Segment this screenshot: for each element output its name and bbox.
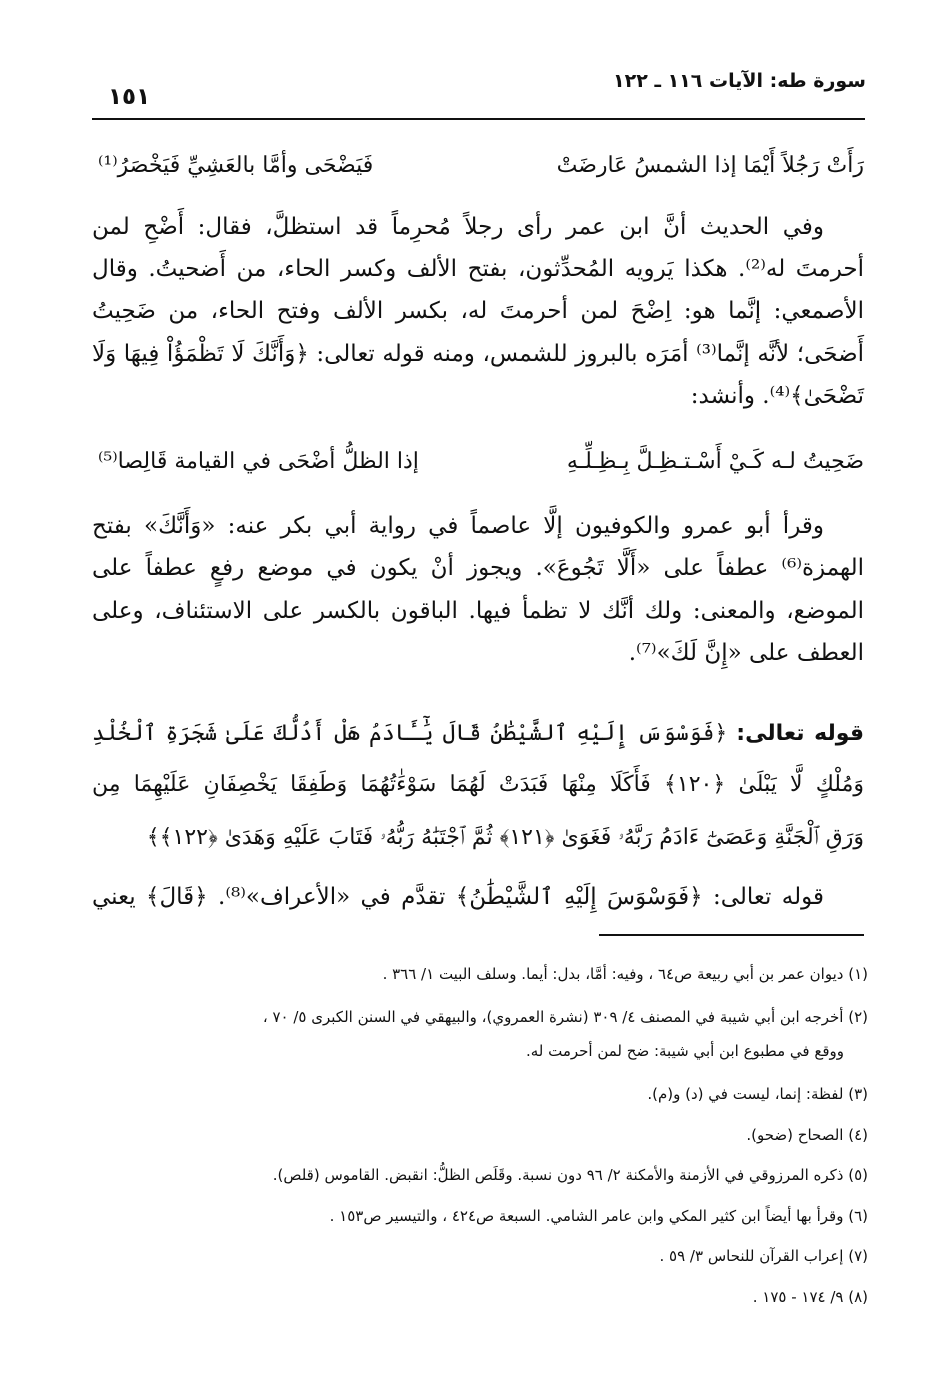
footnote-6: (٦) وقرأ بها أيضاً ابن كثير المكي وابن عامر الشامي. السبعة ص٤٢٤ ، والتيسير ص١٥٣ . [329, 1207, 868, 1225]
para-2-line-3: الموضع، والمعنى: ولك أنَّك لا تظمأ فيها. الباقون بالكسر على الاستئناف، وعلى [92, 598, 864, 624]
para-1-line-2: أحرمتَ له⁽²⁾. هكذا يَرويه المُحدِّثون، بفتح الألف وكسر الحاء، من أَضحيتُ. وقال [92, 256, 864, 282]
footnote-2-continued: ووقع في مطبوع ابن أبي شيبة: ضح لمن أحرمت له. [525, 1042, 844, 1060]
para-3-line-1: قوله تعالى: ﴿فَوَسْوَسَ إِلَيْهِ ٱلشَّيْطَٰنُ﴾ تقدَّم في «الأعراف»⁽⁸⁾. ﴿قَالَ﴾ يعني [92, 884, 824, 910]
footnote-8: (٨) ٩/ ١٧٤ - ١٧٥ . [752, 1288, 868, 1306]
footnote-7: (٧) إعراب القرآن للنحاس ٣/ ٥٩ . [659, 1247, 868, 1265]
verse-1-second-hemistich: فَيَضْحَى وأمَّا بالعَشِيِّ فَيَخْصَرُ⁽¹⁾ [98, 153, 374, 178]
page-number: ١٥١ [108, 84, 151, 110]
footnote-5: (٥) ذكره المرزوقي في الأزمنة والأمكنة ٢/ ٩٦ دون نسبة. وقَلَص الظلُّ: انقبض. القاموس (قلص). [272, 1166, 868, 1184]
footnote-rule [599, 934, 864, 936]
para-2-line-1: وقرأ أبو عمرو والكوفيون إلَّا عاصماً في رواية أبي بكر عنه: «وَأَنَّكَ» بفتح [92, 513, 824, 539]
verse-2-first-hemistich: ضَحِيتُ لـه كَـيْ أَسْـتـظِـلَّ بِـظِـلِّـهِ [566, 449, 864, 474]
para-1-line-1: وفي الحديث أنَّ ابن عمر رأى رجلاً مُحرِماً قد استظلَّ، فقال: أَضْحِ لمن [92, 214, 824, 240]
verse-2-second-hemistich: إذا الظلُّ أضْحَى في القيامة قَالِصا⁽⁵⁾ [98, 449, 419, 474]
para-2-line-4: العطف على «إِنَّ لَكَ»⁽⁷⁾. [628, 640, 864, 666]
header-rule [92, 118, 865, 120]
para-2-line-2: الهمزة⁽⁶⁾ عطفاً على «أَلَّا تَجُوعَ». ويجوز أنْ يكون في موضع رفعٍ عطفاً على [92, 555, 864, 581]
footnote-1: (١) ديوان عمر بن أبي ربيعة ص٦٤ ، وفيه: أمَّا، بدل: أيما. وسلف البيت ١/ ٣٦٦ . [382, 965, 868, 983]
para-1-line-3: الأصمعي: إنَّما هو: اِضْحَ لمن أحرمتَ له، بكسر الألف وفتح الحاء، من ضَحِيتُ [92, 298, 864, 324]
verse-1-first-hemistich: رَأَتْ رَجُلاً أَيْمَا إذا الشمسُ عَارضَتْ [556, 153, 864, 178]
quran-text-1: ﴿فَوَسْوَسَ إِلَيْهِ ٱلشَّيْطَٰنُ قَالَ يَٰٓـَٔادَمُ هَلْ أَدُلُّكَ عَلَىٰ شَجَرَةِ ٱلْخُلْدِ [92, 721, 728, 746]
quran-lead: قوله تعالى: [736, 721, 864, 746]
running-header-title: سورة طه: الآيات ١١٦ ـ ١٢٢ [613, 70, 866, 92]
para-1-line-5: تَضْحَىٰ﴾⁽⁴⁾. وأنشد: [690, 383, 864, 409]
para-1-line-4: أَضحَى؛ لأنَّه إنَّما⁽³⁾ أمَرَه بالبروز للشمس، ومنه قوله تعالى: ﴿وَأَنَّكَ لَا تَظْمَؤُاْ فِيهَا وَلَا [92, 341, 865, 367]
footnote-3: (٣) لفظة: إنما، ليست في (د) و(م). [647, 1085, 868, 1103]
footnote-4: (٤) الصحاح (ضحو). [746, 1126, 868, 1144]
footnote-2: (٢) أخرجه ابن أبي شيبة في المصنف ٤/ ٣٠٩ (نشرة العمروي)، والبيهقي في السنن الكبرى ٥/ ٧٠ ، [262, 1008, 868, 1026]
quran-line-3: وَرَقِ ٱلْجَنَّةِ وَعَصَىٰٓ ءَادَمُ رَبَّهُۥ فَغَوَىٰ ﴿١٢١﴾ ثُمَّ ٱجْتَبَٰهُ رَبُّهُۥ فَتَابَ عَلَيْهِ وَهَدَىٰ ﴿١٢٢﴾﴾ [146, 825, 864, 850]
quran-line-1 [92, 719, 864, 749]
quran-line-2: وَمُلْكٍ لَّا يَبْلَىٰ ﴿١٢٠﴾ فَأَكَلَا مِنْهَا فَبَدَتْ لَهُمَا سَوْءَٰتُهُمَا وَطَفِقَا يَخْصِفَانِ عَلَيْهِمَا مِن [92, 772, 865, 797]
